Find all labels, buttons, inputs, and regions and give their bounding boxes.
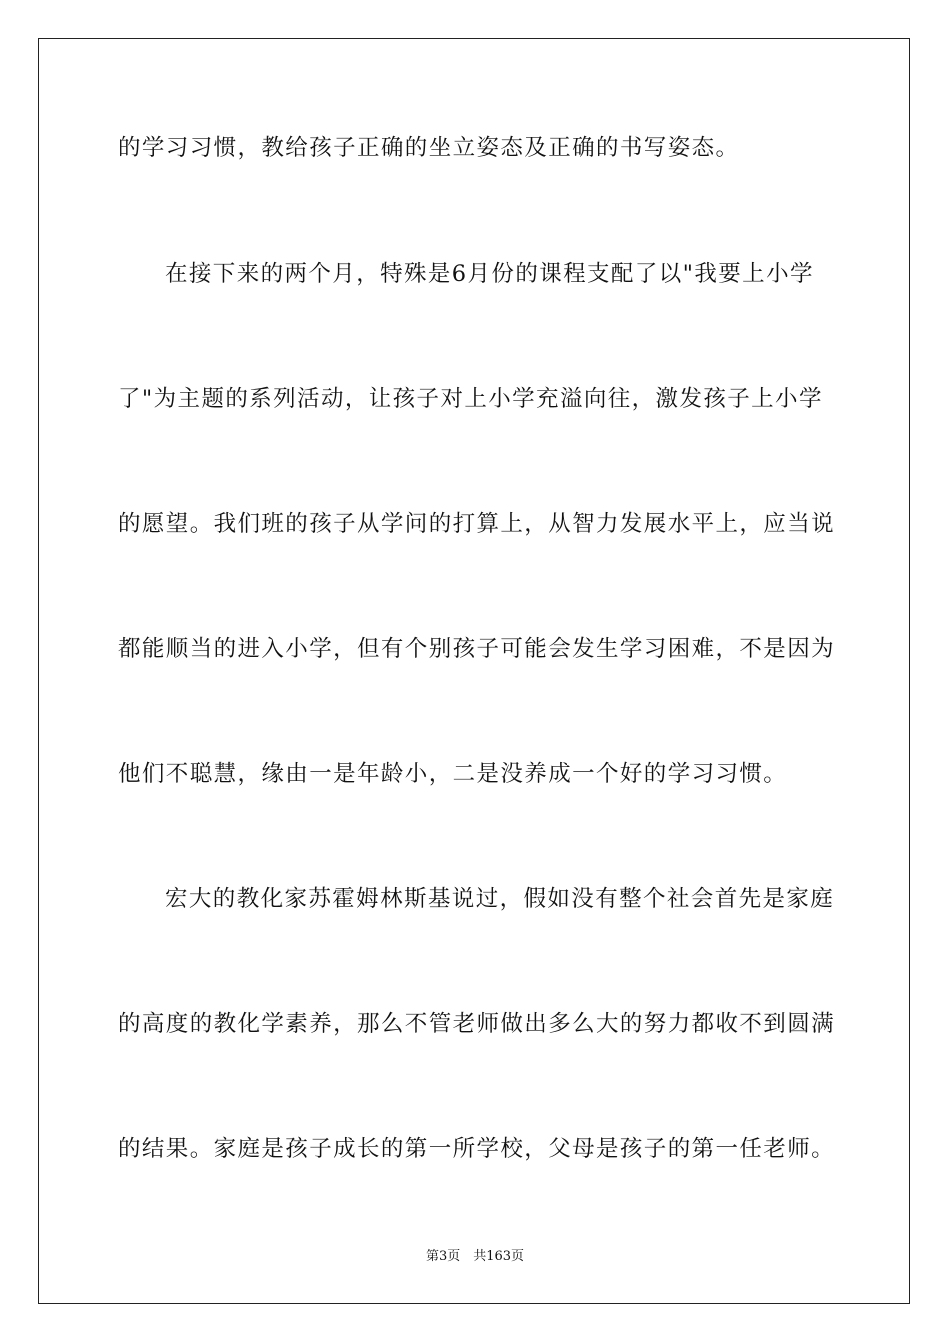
text-line: 的愿望。我们班的孩子从学问的打算上，从智力发展水平上，应当说 bbox=[118, 511, 836, 537]
paragraph-first-line: 在接下来的两个月，特殊是6月份的课程支配了以"我要上小学 bbox=[165, 261, 814, 287]
text-line: 的学习习惯，教给孩子正确的坐立姿态及正确的书写姿态。 bbox=[118, 135, 740, 161]
page-border bbox=[38, 38, 910, 1304]
paragraph-first-line: 宏大的教化家苏霍姆林斯基说过，假如没有整个社会首先是家庭 bbox=[165, 886, 835, 912]
text-line: 都能顺当的进入小学，但有个别孩子可能会发生学习困难，不是因为 bbox=[118, 636, 836, 662]
page-number-footer: 第3页 共163页 bbox=[425, 1249, 525, 1264]
text-line: 的高度的教化学素养，那么不管老师做出多么大的努力都收不到圆满 bbox=[118, 1011, 836, 1037]
text-line: 了"为主题的系列活动，让孩子对上小学充溢向往，激发孩子上小学 bbox=[118, 386, 823, 412]
text-line: 他们不聪慧，缘由一是年龄小，二是没养成一个好的学习习惯。 bbox=[118, 761, 788, 787]
text-line: 的结果。家庭是孩子成长的第一所学校，父母是孩子的第一任老师。 bbox=[118, 1136, 836, 1162]
